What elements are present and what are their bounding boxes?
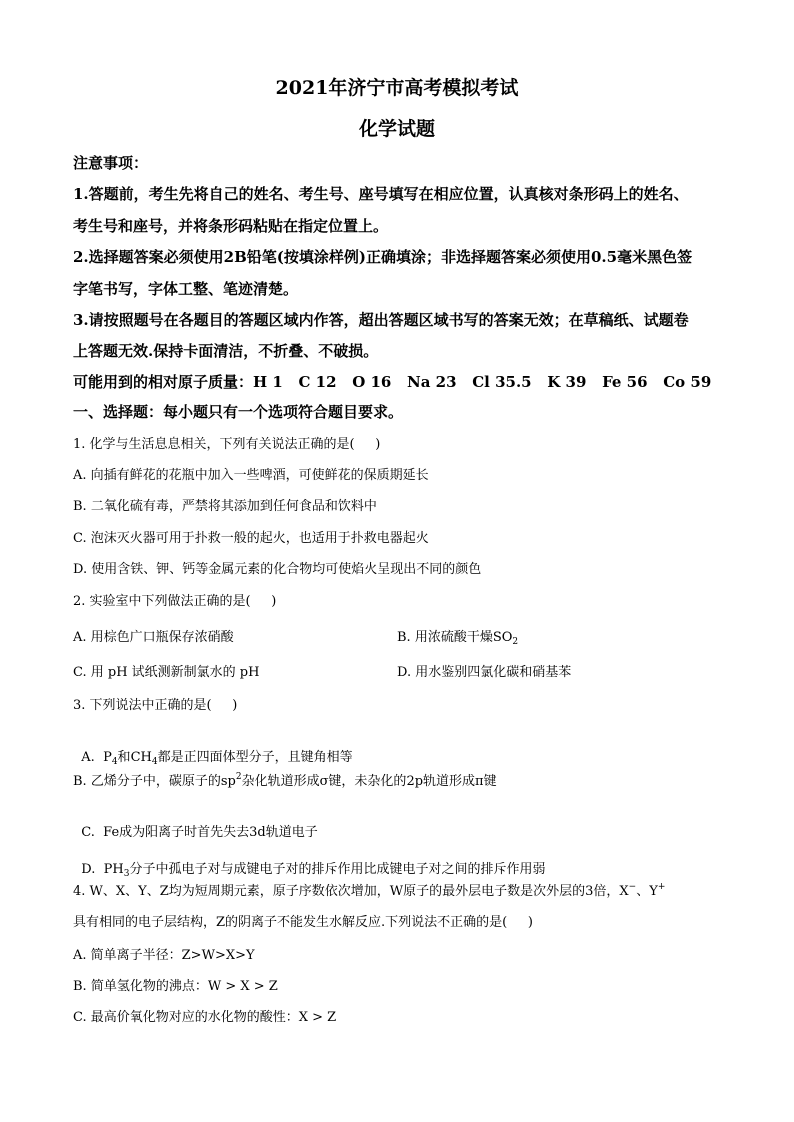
section-1-heading: 一、选择题：每小题只有一个选项符合题目要求。	[73, 403, 404, 421]
q4-c-text: C. 最高价氧化物对应的水化物的酸性：	[73, 1010, 299, 1025]
q4-stem-text: 4. W、X、Y、Z均为短周期元素，原子序数依次增加，W原子的最外层电子数是次外层的3倍，	[73, 884, 620, 899]
q3-b-sp2: sp	[220, 774, 236, 789]
q3-a-label: A.	[81, 750, 104, 765]
q2-stem: 2. 实验室中下列做法正确的是( )	[73, 594, 277, 609]
q2-option-b	[397, 626, 518, 645]
q3-a-formula-p4-sub: 4	[111, 757, 118, 767]
page-subtitle: 化学试题	[358, 118, 435, 140]
q4-b-expression: W > X > Z	[207, 979, 278, 994]
notes-heading: 注意事项：	[73, 154, 149, 172]
q3-option-b	[73, 770, 497, 789]
q3-option-a	[73, 731, 353, 765]
q3-a-formula-p4: P	[103, 750, 112, 765]
note-2-line-1: 2.选择题答案必须使用2B铅笔(按填涂样例)正确填涂；非选择题答案必须使用0.5毫米黑色签	[73, 248, 693, 266]
q3-b-text-1: B. 乙烯分子中，碳原子的	[73, 774, 221, 789]
note-1-line-1: 1.答题前，考生先将自己的姓名、考生号、座号填写在相应位置，认真核对条形码上的姓名、	[73, 185, 689, 203]
q1-option-d: D. 使用含铁、钾、钙等金属元素的化合物均可使焰火呈现出不同的颜色	[73, 562, 482, 577]
q4-stem-line-1	[73, 880, 665, 899]
q3-a-text: 都是正四面体型分子，且键角相等	[157, 750, 353, 765]
q3-d-label: D.	[81, 862, 104, 877]
q3-b-sp2-sup: 2	[235, 772, 242, 782]
q1-option-a: A. 向插有鲜花的花瓶中加入一些啤酒，可使鲜花的保质期延长	[73, 468, 429, 483]
q3-option-c	[73, 806, 318, 840]
q2-option-c: C. 用 pH 试纸测新制氯水的 pH	[73, 665, 260, 680]
q2-formula-so2-sub: 2	[512, 637, 519, 647]
q3-c-text-2: 轨道电子	[265, 825, 318, 840]
q4-ion-x: X	[619, 884, 629, 899]
q3-a-and: 和	[117, 750, 131, 765]
q3-d-formula-ph3: PH	[103, 862, 124, 877]
q4-c-expression: X > Z	[298, 1010, 337, 1025]
q3-a-formula-ch4-sub: 4	[151, 757, 158, 767]
q4-option-c	[73, 1006, 336, 1025]
q2-option-a: A. 用棕色广口瓶保存浓硝酸	[73, 630, 234, 645]
q2-option-d: D. 用水鉴别四氯化碳和硝基苯	[397, 665, 572, 680]
q1-option-c: C. 泡沫灭火器可用于扑救一般的起火，也适用于扑救电器起火	[73, 531, 429, 546]
atomic-masses: 可能用到的相对原子质量：H 1 C 12 O 16 Na 23 Cl 35.5 K 39 Fe 56 Co 59	[73, 373, 712, 391]
q2-option-b-text: B. 用浓硫酸干燥	[397, 630, 493, 645]
q1-stem: 1. 化学与生活息息相关，下列有关说法正确的是( )	[73, 437, 381, 452]
q3-b-text-3: 轨道形成π键	[423, 774, 497, 789]
note-3-line-1: 3.请按照题号在各题目的答题区域内作答，超出答题区域书写的答案无效；在草稿纸、试题卷	[73, 311, 689, 329]
q4-ion-x-charge: −	[628, 882, 637, 892]
q4-option-a: A. 简单离子半径：Z>W>X>Y	[73, 948, 255, 963]
q3-b-2p: 2p	[406, 774, 424, 789]
q4-option-b	[73, 975, 278, 994]
q4-separator: 、	[636, 884, 650, 899]
q4-stem-line-2: 具有相同的电子层结构，Z的阴离子不能发生水解反应.下列说法不正确的是( )	[73, 915, 533, 930]
q3-stem: 3. 下列说法中正确的是( )	[73, 698, 238, 713]
q3-d-text: 分子中孤电子对与成键电子对的排斥作用比成键电子对之间的排斥作用弱	[129, 862, 546, 877]
page-title: 2021年济宁市高考模拟考试	[275, 77, 519, 99]
q4-ion-y: Y	[649, 884, 658, 899]
q4-b-text: B. 简单氢化物的沸点：	[73, 979, 208, 994]
q4-ion-y-charge: +	[657, 882, 666, 892]
q3-c-text-1: C. Fe成为阳离子时首先失去	[81, 825, 250, 840]
q3-a-formula-ch4: CH	[130, 750, 152, 765]
q3-option-d	[73, 843, 545, 877]
q3-c-3d: 3d	[249, 825, 266, 840]
note-3-line-2: 上答题无效.保持卡面清洁，不折叠、不破损。	[73, 342, 379, 360]
note-1-line-2: 考生号和座号，并将条形码粘贴在指定位置上。	[73, 217, 389, 235]
note-2-line-2: 字笔书写，字体工整、笔迹清楚。	[73, 280, 299, 298]
q3-d-formula-ph3-sub: 3	[123, 869, 130, 879]
q1-option-b: B. 二氧化硫有毒，严禁将其添加到任何食品和饮料中	[73, 499, 377, 514]
q3-b-text-2: 杂化轨道形成σ键，未杂化的	[241, 774, 407, 789]
q2-formula-so2: SO	[492, 630, 513, 645]
